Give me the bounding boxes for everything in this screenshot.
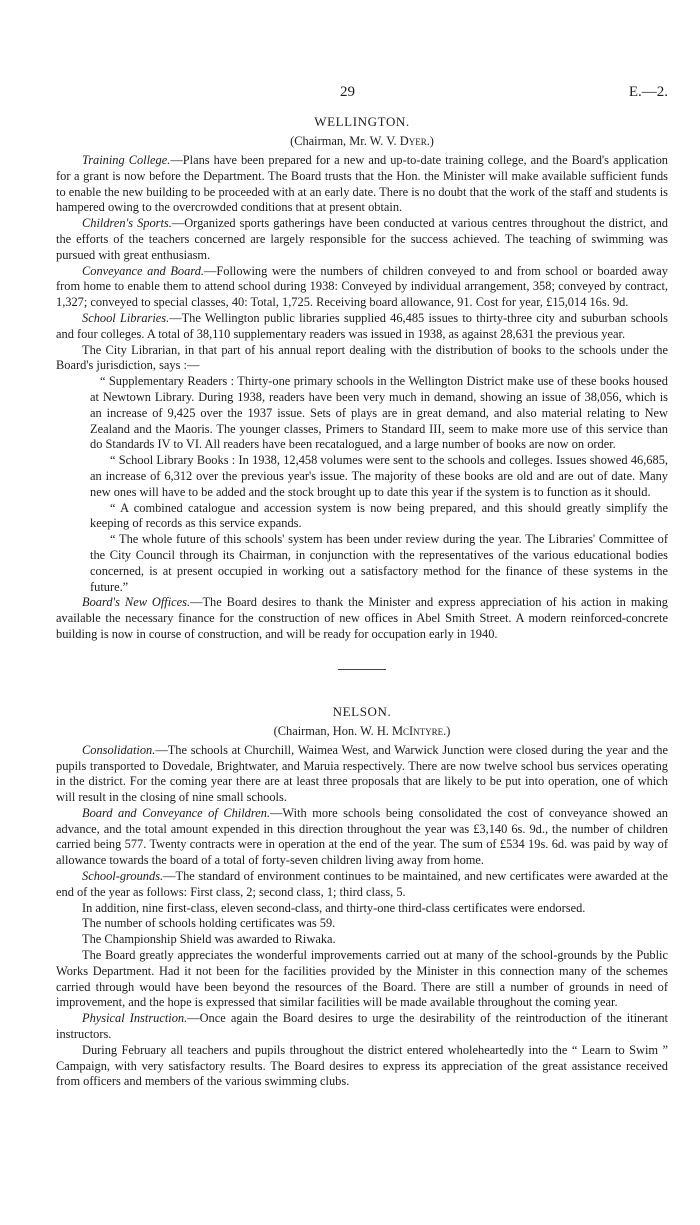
chairman-line-nelson bbox=[56, 724, 668, 739]
paragraph-board-conveyance bbox=[56, 806, 668, 869]
paragraph-city-librarian: The City Librarian, in that part of his annual report dealing with the distribution of books to the schools under the Board's jurisdiction, says :— bbox=[56, 342, 668, 373]
quote-school-library-books: “ School Library Books : In 1938, 12,458 volumes were sent to the schools and colleges. Issues showed 46,685, an increase of 6,312 over the previous year's issue. The majority of these books are old and are out of date. Many new ones will have to be added and the stock brought up to date this year if the system is to function as it should. bbox=[90, 453, 668, 499]
run-in-heading: School Libraries. bbox=[82, 310, 170, 325]
paragraph-text: —The standard of environment continues to be maintained, and new certificates were awarded at the end of the year as follows: First class, 2; second class, 1; third class, 5. bbox=[56, 869, 668, 899]
paragraph-physical-instruction bbox=[56, 1011, 668, 1043]
paragraph-conveyance-board bbox=[56, 264, 668, 311]
chairman-name: Dyer bbox=[399, 134, 427, 148]
paragraph-text: —With more schools being consolidated the cost of conveyance showed an advance, and the total amount expended in this direction throughout the year was £3,140 6s. 9d., the number of children carried being 577. Twenty contracts were in operation at the end of the year. The sum of £534 19s. 6d. was paid by way of allowance towards the board of a total of forty-seven children living away from home. bbox=[56, 805, 668, 868]
paragraph-text: —The schools at Churchill, Waimea West, and Warwick Junction were closed during the year and the pupils transported to Dovedale, Brightwater, and Maruia respectively. There are now twelve school bus services operating in the district. For the coming year there are at least three proposals that are likely to be put into operation, one of which will result in the closing of nine small schools. bbox=[56, 742, 668, 805]
chairman-suffix: .) bbox=[443, 723, 451, 738]
run-in-heading: Training College. bbox=[82, 153, 171, 167]
chairman-suffix: .) bbox=[426, 134, 434, 148]
paragraph-new-offices bbox=[56, 595, 668, 642]
quote-catalogue-system: “ A combined catalogue and accession system is now being prepared, and this should greatly simplify the keeping of records as this service expands. bbox=[90, 500, 668, 531]
paragraph-school-libraries bbox=[56, 311, 668, 343]
paragraph-text: —Following were the numbers of children conveyed to and from school or boarded away from home to enable them to attend school during 1938: Conveyed by individual arrangement, 358; conveyed by contract, 1,327; conveyed to special classes, 40: Total, 1,725. Receiving board allowance, 91. Cost for year, £15,014 16s. 9d. bbox=[56, 263, 668, 310]
paragraph-learn-to-swim: During February all teachers and pupils throughout the district entered wholeheartedly into the “ Learn to Swim ” Campaign, with very satisfactory results. The Board desires to express its appreciation of the great assistance received from officers and members of the various swimming clubs. bbox=[56, 1042, 668, 1089]
page-number: 29 bbox=[340, 84, 355, 100]
run-in-heading: Board and Conveyance of Children. bbox=[82, 805, 271, 820]
chairman-prefix: (Chairman, Mr. W. V. bbox=[290, 134, 400, 148]
run-in-heading: Conveyance and Board. bbox=[82, 263, 204, 278]
run-in-heading: Physical Instruction. bbox=[82, 1011, 188, 1026]
chairman-line-wellington bbox=[56, 134, 668, 149]
paragraph-training-college bbox=[56, 153, 668, 216]
paragraph-text: —Organized sports gatherings have been conducted at various centres throughout the district, and the efforts of the teachers concerned are largely responsible for the success achieved. The teaching of swimming was pursued with great enthusiasm. bbox=[56, 216, 668, 262]
paragraph-certificates-endorsed: In addition, nine first-class, eleven second-class, and thirty-one third-class certificates were endorsed. bbox=[82, 900, 586, 915]
document-reference: E.—2. bbox=[628, 84, 668, 100]
section-title-nelson: NELSON. bbox=[332, 703, 392, 719]
paragraph-text: —Plans have been prepared for a new and up-to-date training college, and the Board's application for a grant is now before the Department. The Board trusts that the Hon. the Minister will make available sufficient funds to enable the new building to be proceeded with at an early date. There is no doubt that the work of the staff and students is hampered owing to the overcrowded conditions that at present obtain. bbox=[56, 153, 668, 215]
section-divider bbox=[338, 669, 386, 670]
paragraph-text: —Once again the Board desires to urge the desirability of the reintroduction of the itinerant instructors. bbox=[56, 1011, 668, 1042]
quote-future-of-system: “ The whole future of this schools' system has been under review during the year. The Libraries' Committee of the City Council through its Chairman, in conjunction with the representatives of the various educational bodies concerned, is at present occupied in working out a satisfactory method for the finance of these systems in the future.” bbox=[90, 532, 668, 594]
paragraph-championship-shield: The Championship Shield was awarded to Riwaka. bbox=[82, 932, 336, 947]
paragraph-childrens-sports bbox=[56, 216, 668, 263]
chairman-name: McIntyre bbox=[392, 723, 444, 738]
paragraph-school-grounds bbox=[56, 869, 668, 901]
run-in-heading: Board's New Offices. bbox=[82, 595, 191, 610]
paragraph-text: —The Board desires to thank the Minister and express appreciation of his action in making available the necessary finance for the construction of new offices in Abel Smith Street. A modern reinforced-concrete building is now in course of construction, and will be ready for occupation early in 1940. bbox=[56, 595, 668, 641]
section-title-wellington: WELLINGTON. bbox=[314, 114, 410, 129]
run-in-heading: School-grounds. bbox=[82, 869, 164, 884]
run-in-heading: Consolidation. bbox=[82, 742, 156, 757]
paragraph-improvements: The Board greatly appreciates the wonderful improvements carried out at many of the school-grounds by the Public Works Department. Had it not been for the facilities provided by the Minister in this connection many of the schemes carried through would have been beyond the resources of the Board. There are still a number of grounds in need of improvement, and the hope is expressed that similar facilities will be made available throughout the coming year. bbox=[56, 948, 668, 1010]
paragraph-consolidation bbox=[56, 743, 668, 806]
paragraph-text: —The Wellington public libraries supplied 46,485 issues to thirty-three city and suburban schools and four colleges. A total of 38,110 supplementary readers was issued in 1938, as against 28,631 the previous year. bbox=[56, 310, 668, 341]
page-header bbox=[56, 84, 668, 104]
run-in-heading: Children's Sports. bbox=[82, 216, 172, 231]
paragraph-schools-holding: The number of schools holding certificates was 59. bbox=[82, 916, 336, 931]
quote-supplementary-readers: “ Supplementary Readers : Thirty-one primary schools in the Wellington District make use of these books housed at Newtown Library. During 1938, readers have been very much in demand, showing an issue of 38,056, which is an increase of 9,425 over the 1937 issue. Sets of plays are in great demand, and also material relating to New Zealand and the Maoris. The younger classes, Primers to Standard III, seem to make more use of this service than do Standards IV to VI. All readers have been recatalogued, and a large number of books are now on order. bbox=[90, 374, 668, 452]
document-page bbox=[56, 84, 668, 1090]
chairman-prefix: (Chairman, Hon. W. H. bbox=[273, 723, 392, 738]
